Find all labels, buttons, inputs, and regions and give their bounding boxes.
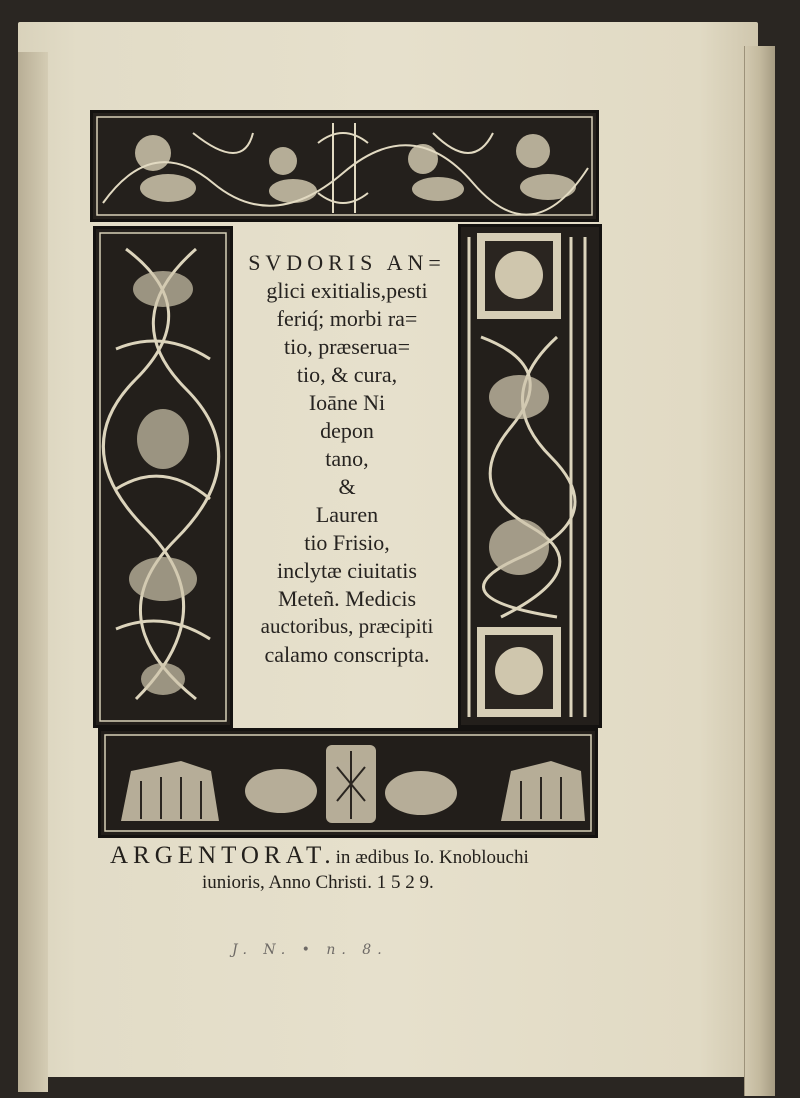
title-line-14: auctoribus, præcipiti [260, 614, 434, 638]
woodcut-right-border [458, 224, 602, 728]
title-line-9: & [338, 474, 356, 499]
imprint-city: ARGENTORAT. [110, 842, 336, 869]
page-edge-left [18, 52, 48, 1092]
title-line-12: inclytæ ciuitatis [277, 558, 417, 583]
title-line-15: calamo conscripta. [264, 642, 430, 667]
title-line-2: glici exitialis,pesti [266, 278, 428, 303]
title-line-4: tio, præserua= [283, 334, 411, 359]
manuscript-note: J. N. • n. 8. [232, 942, 388, 958]
title-text-block [232, 240, 462, 690]
title-line-10: Lauren [315, 502, 379, 527]
imprint-line-2: iunioris, Anno Christi. 1 5 2 9. [202, 872, 434, 893]
title-line-11: tio Frisio, [304, 530, 390, 555]
imprint-line-1 [110, 842, 630, 870]
woodcut-bottom-border [98, 728, 598, 838]
title-line-1: SVDORIS AN= [248, 250, 446, 275]
title-line-3: feriq́; morbi ra= [276, 306, 418, 331]
woodcut-top-border [90, 110, 599, 222]
title-line-5: tio, & cura, [296, 362, 398, 387]
title-line-7: depon [320, 418, 374, 443]
page-edge-right [744, 46, 775, 1096]
imprint-printer: in ædibus Io. Knoblouchi [335, 847, 529, 868]
title-line-6: Ioāne Ni [308, 390, 386, 415]
woodcut-left-border [93, 226, 233, 728]
title-line-13: Meteñ. Medicis [277, 586, 417, 611]
title-line-8: tano, [325, 446, 369, 471]
